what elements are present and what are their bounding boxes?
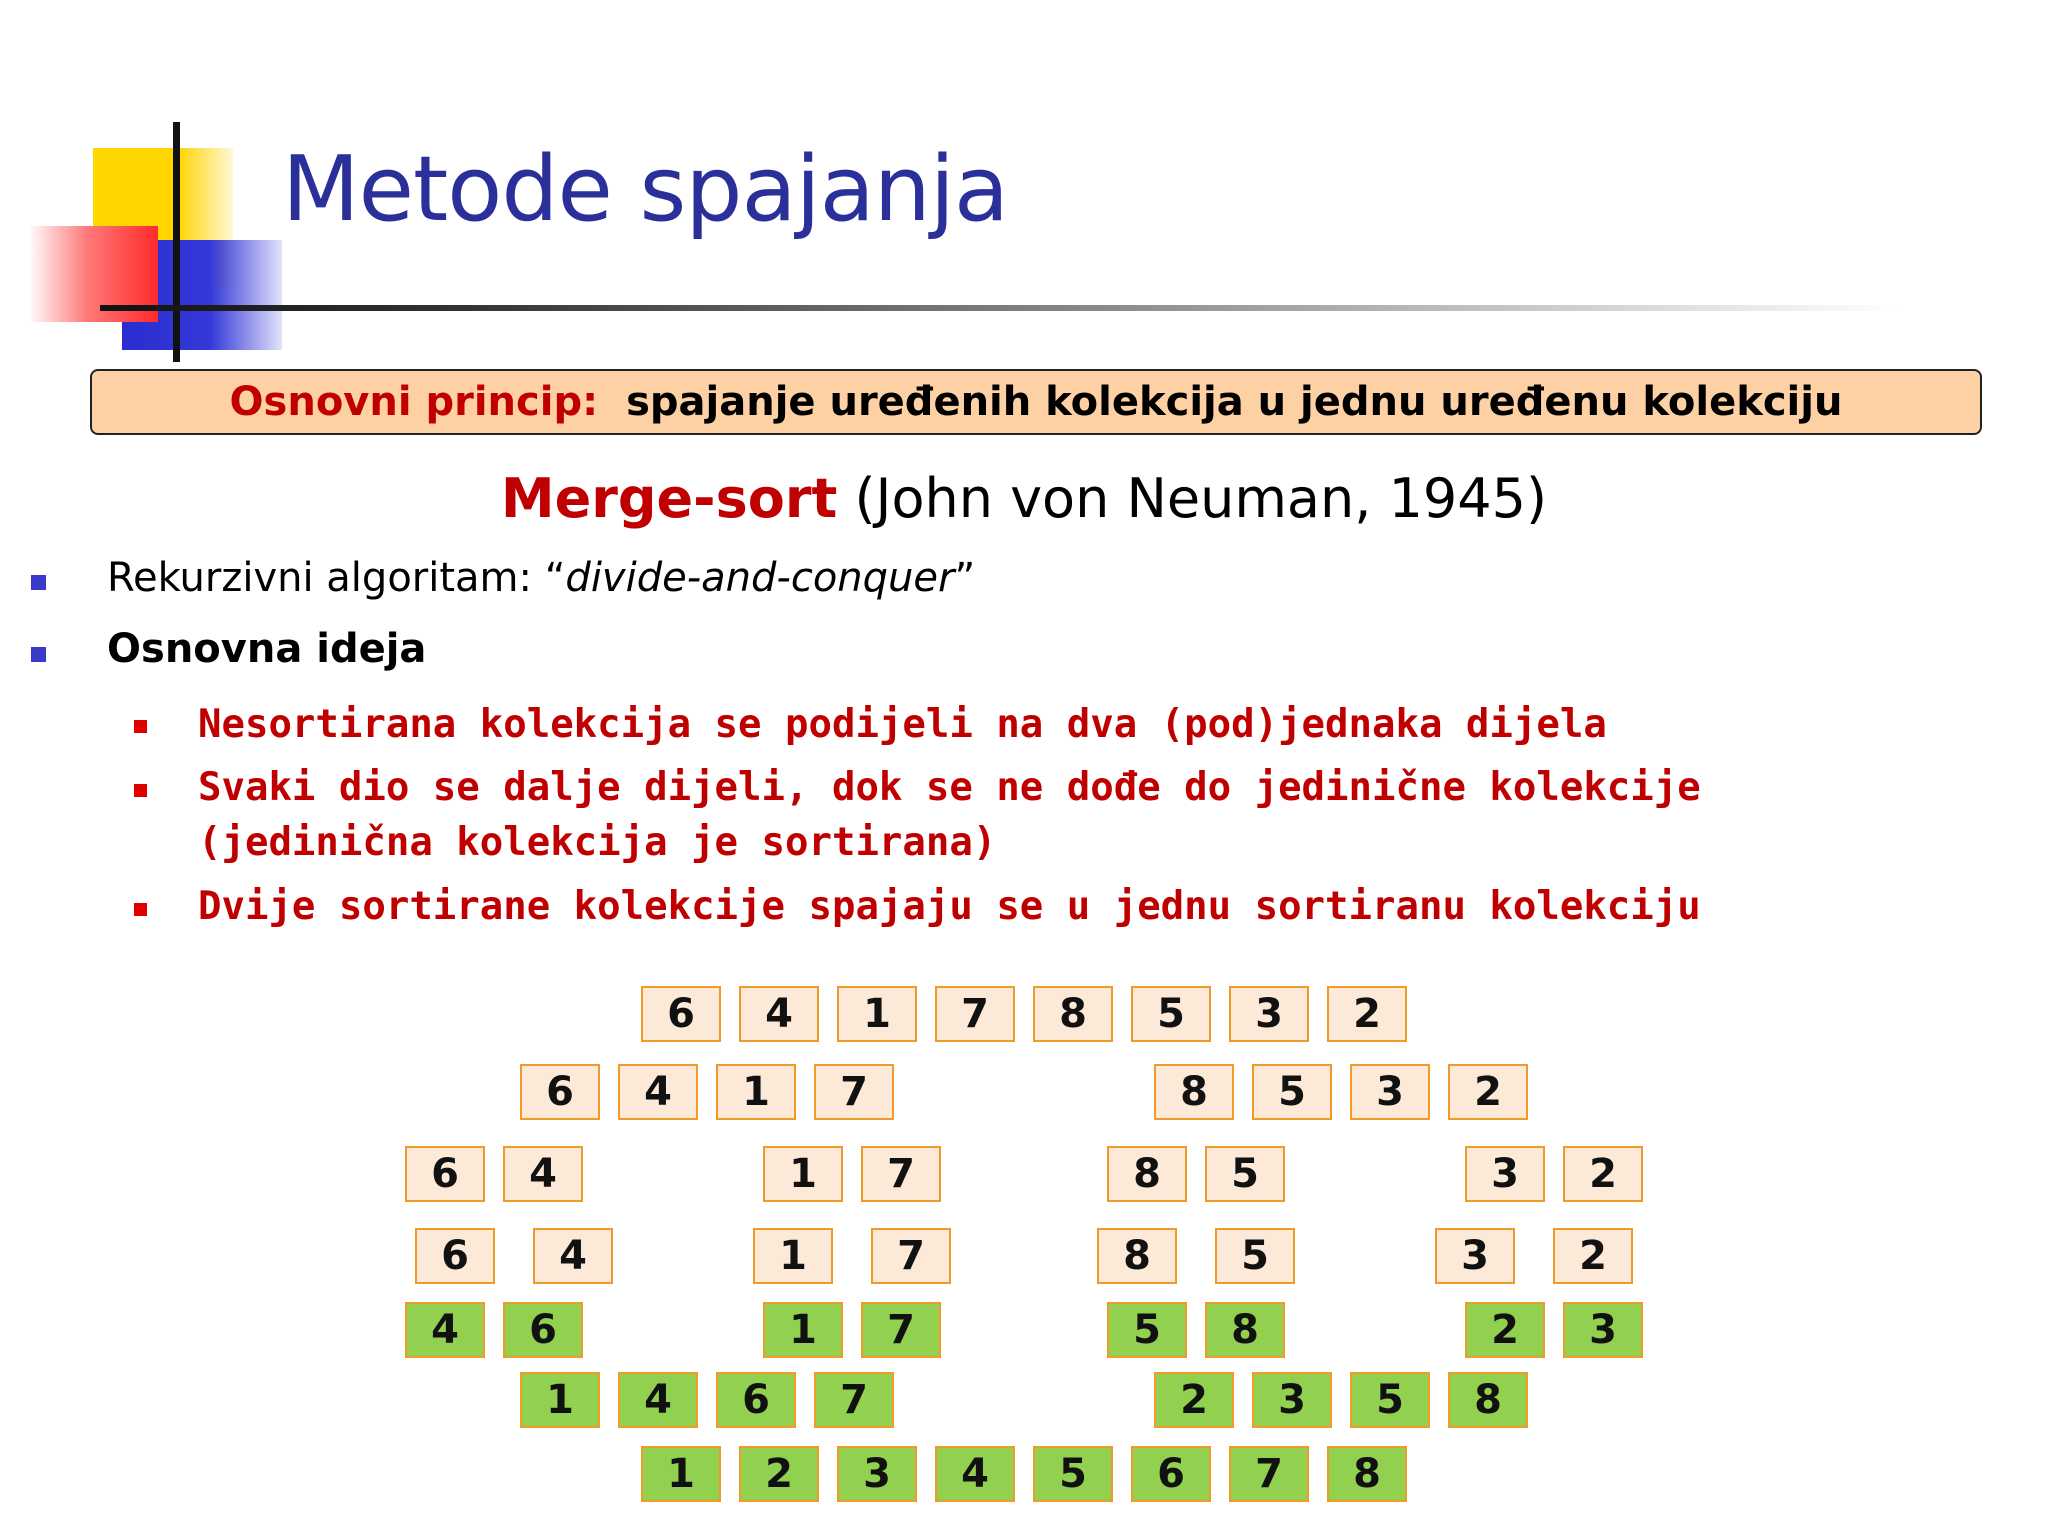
principle-label: Osnovni princip: <box>229 379 599 425</box>
array-cell: 8 <box>1097 1228 1177 1284</box>
array-cell: 5 <box>1107 1302 1187 1358</box>
array-cell: 8 <box>1205 1302 1285 1358</box>
array-cell: 1 <box>520 1372 600 1428</box>
array-cell: 5 <box>1350 1372 1430 1428</box>
array-cell: 4 <box>503 1146 583 1202</box>
array-cell: 4 <box>618 1064 698 1120</box>
merge-sort-name: Merge-sort <box>500 467 838 530</box>
array-cell: 2 <box>739 1446 819 1502</box>
array-cell: 3 <box>1435 1228 1515 1284</box>
array-cell: 6 <box>415 1228 495 1284</box>
array-cell: 1 <box>716 1064 796 1120</box>
array-cell: 3 <box>1350 1064 1430 1120</box>
array-cell: 3 <box>1252 1372 1332 1428</box>
subbullet-divide-line1: Svaki dio se dalje dijeli, dok se ne dođe do jedinične kolekcije <box>198 765 1701 810</box>
array-cell: 6 <box>520 1064 600 1120</box>
array-cell: 1 <box>763 1302 843 1358</box>
subbullet-merge: Dvije sortirane kolekcije spajaju se u jednu sortiranu kolekciju <box>198 884 1701 929</box>
merge-sort-credit: (John von Neuman, 1945) <box>854 467 1548 530</box>
array-cell: 3 <box>837 1446 917 1502</box>
subbullet-divide-line2: (jedinična kolekcija je sortirana) <box>198 820 997 865</box>
principle-box <box>90 369 1982 435</box>
subbullet-split: Nesortirana kolekcija se podijeli na dva (pod)jednaka dijela <box>198 702 1607 747</box>
bullet-recursive-italic: divide-and-conquer <box>565 555 955 601</box>
decor-vertical-line <box>173 122 180 362</box>
array-cell: 6 <box>405 1146 485 1202</box>
array-cell: 6 <box>716 1372 796 1428</box>
array-cell: 7 <box>1229 1446 1309 1502</box>
title-underline <box>100 305 1900 311</box>
array-cell: 3 <box>1563 1302 1643 1358</box>
subbullet-square-icon <box>134 784 147 797</box>
array-cell: 5 <box>1131 986 1211 1042</box>
subbullet-square-icon <box>134 903 147 916</box>
principle-text: spajanje uređenih kolekcija u jednu uređenu kolekciju <box>626 379 1843 425</box>
array-cell: 2 <box>1154 1372 1234 1428</box>
bullet-basic-idea: Osnovna ideja <box>107 626 427 672</box>
array-cell: 6 <box>1131 1446 1211 1502</box>
array-cell: 3 <box>1465 1146 1545 1202</box>
array-cell: 4 <box>533 1228 613 1284</box>
array-cell: 4 <box>935 1446 1015 1502</box>
bullet-square-icon <box>31 575 46 590</box>
array-cell: 2 <box>1448 1064 1528 1120</box>
array-cell: 8 <box>1448 1372 1528 1428</box>
bullet-recursive-text: Rekurzivni algoritam: “ <box>107 555 566 601</box>
array-cell: 4 <box>739 986 819 1042</box>
array-cell: 7 <box>935 986 1015 1042</box>
array-cell: 7 <box>871 1228 951 1284</box>
bullet-recursive-suffix: ” <box>954 555 976 601</box>
array-cell: 5 <box>1252 1064 1332 1120</box>
array-cell: 1 <box>837 986 917 1042</box>
array-cell: 8 <box>1107 1146 1187 1202</box>
array-cell: 4 <box>405 1302 485 1358</box>
array-cell: 7 <box>814 1372 894 1428</box>
array-cell: 1 <box>763 1146 843 1202</box>
array-cell: 2 <box>1465 1302 1545 1358</box>
array-cell: 5 <box>1033 1446 1113 1502</box>
array-cell: 6 <box>503 1302 583 1358</box>
array-cell: 8 <box>1154 1064 1234 1120</box>
array-cell: 8 <box>1033 986 1113 1042</box>
array-cell: 5 <box>1215 1228 1295 1284</box>
array-cell: 4 <box>618 1372 698 1428</box>
slide-title: Metode spajanja <box>282 137 1009 242</box>
array-cell: 7 <box>861 1302 941 1358</box>
array-cell: 2 <box>1327 986 1407 1042</box>
array-cell: 7 <box>814 1064 894 1120</box>
array-cell: 5 <box>1205 1146 1285 1202</box>
array-cell: 1 <box>753 1228 833 1284</box>
array-cell: 6 <box>641 986 721 1042</box>
bullet-recursive <box>107 555 975 601</box>
array-cell: 2 <box>1553 1228 1633 1284</box>
array-cell: 8 <box>1327 1446 1407 1502</box>
array-cell: 7 <box>861 1146 941 1202</box>
bullet-square-icon <box>31 647 46 662</box>
array-cell: 1 <box>641 1446 721 1502</box>
subbullet-square-icon <box>134 720 147 733</box>
merge-sort-heading <box>0 467 2048 530</box>
array-cell: 2 <box>1563 1146 1643 1202</box>
array-cell: 3 <box>1229 986 1309 1042</box>
